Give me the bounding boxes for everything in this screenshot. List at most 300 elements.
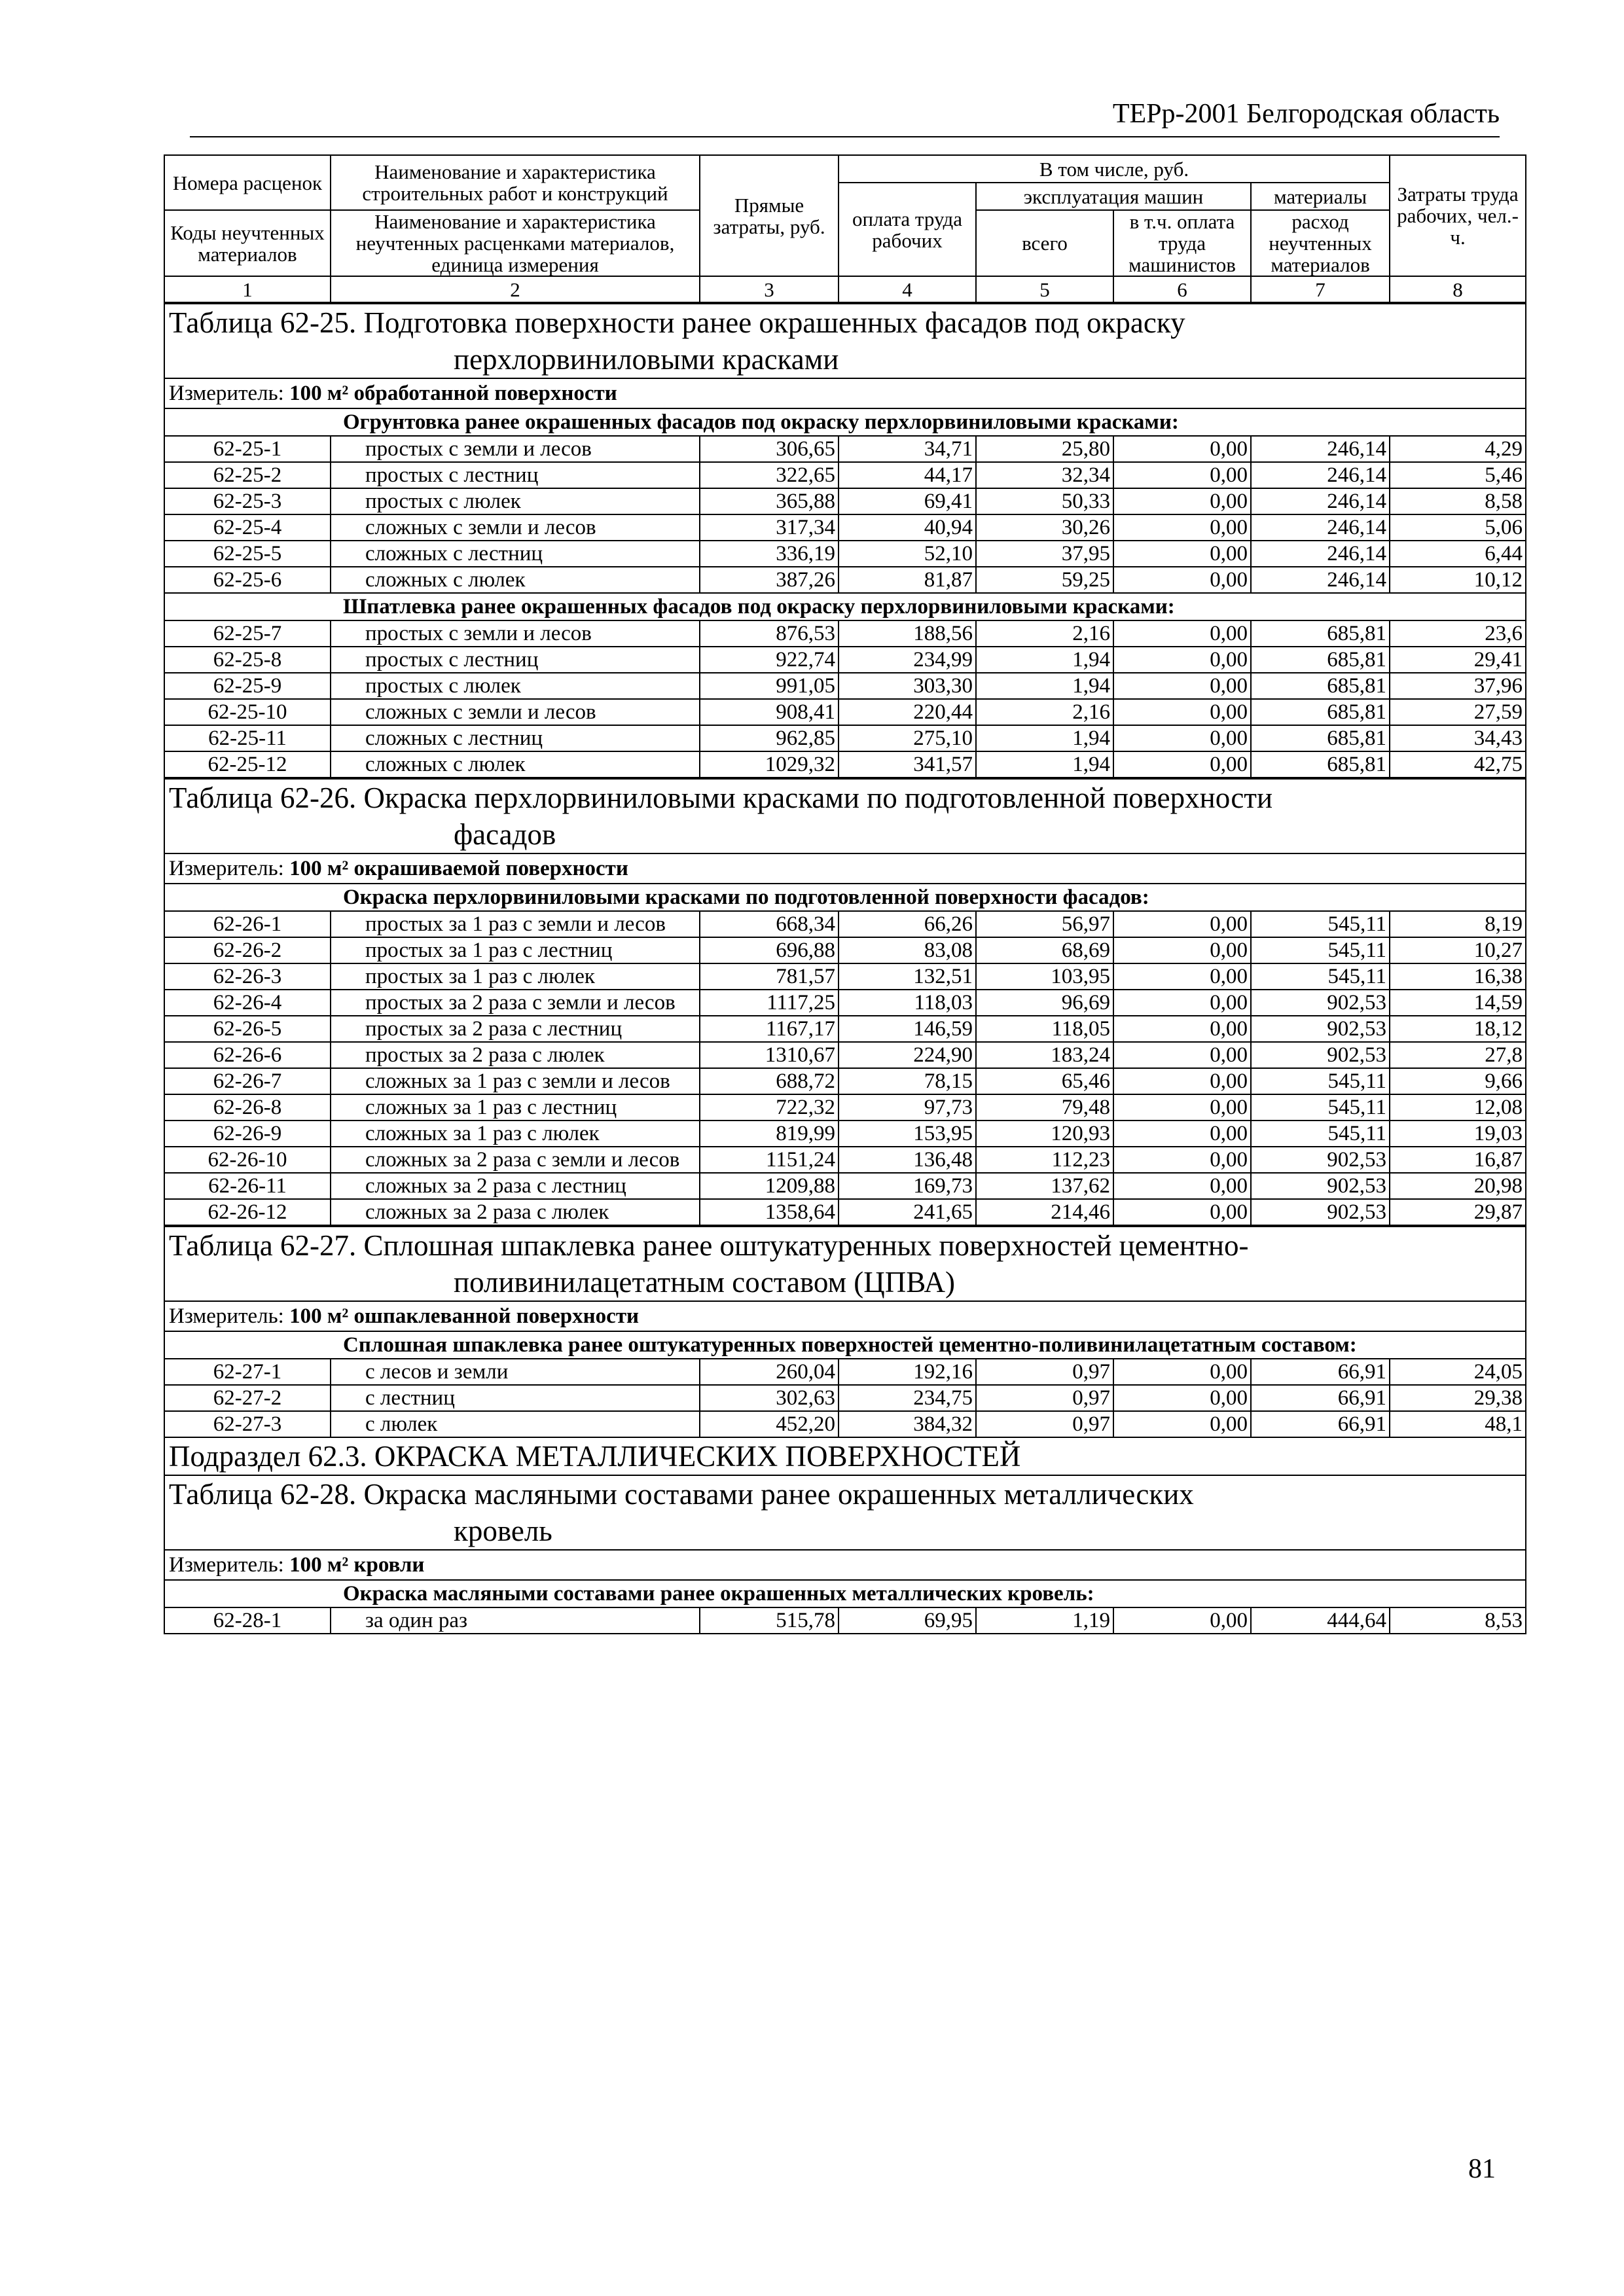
col-header-work-name: Наименование и характеристика строительных работ и конструкций: [331, 155, 700, 210]
value-c8: 12,08: [1390, 1094, 1526, 1121]
rate-code: 62-26-7: [164, 1068, 331, 1094]
value-c5: 32,34: [976, 462, 1113, 488]
rate-code: 62-26-2: [164, 937, 331, 963]
value-c8: 9,66: [1390, 1068, 1526, 1094]
work-name: с лесов и земли: [331, 1359, 700, 1385]
value-c5: 103,95: [976, 963, 1113, 990]
value-c3: 819,99: [700, 1121, 839, 1147]
col-number: 3: [700, 276, 839, 302]
work-name: простых с люлек: [331, 673, 700, 699]
value-c3: 1358,64: [700, 1199, 839, 1225]
value-c8: 37,96: [1390, 673, 1526, 699]
value-c8: 14,59: [1390, 990, 1526, 1016]
col-header-machines: эксплуатация машин: [976, 183, 1251, 210]
value-c5: 0,97: [976, 1359, 1113, 1385]
value-c7: 246,14: [1251, 514, 1390, 541]
measure-row: [164, 1550, 1526, 1580]
work-name: сложных с лестниц: [331, 725, 700, 751]
work-name: простых с земли и лесов: [331, 436, 700, 462]
table-row: [164, 567, 1526, 593]
value-c4: 83,08: [839, 937, 976, 963]
table-row: [164, 1147, 1526, 1173]
table-title-row: [164, 1227, 1526, 1301]
table-row: [164, 1199, 1526, 1225]
rates-table: [164, 154, 1526, 1634]
group-header-row: [164, 884, 1526, 911]
value-c3: 688,72: [700, 1068, 839, 1094]
value-c3: 302,63: [700, 1385, 839, 1411]
table-row: [164, 911, 1526, 937]
value-c5: 25,80: [976, 436, 1113, 462]
value-c7: 246,14: [1251, 436, 1390, 462]
value-c6: 0,00: [1113, 436, 1251, 462]
value-c6: 0,00: [1113, 1359, 1251, 1385]
value-c6: 0,00: [1113, 647, 1251, 673]
table-row: [164, 1042, 1526, 1068]
value-c6: 0,00: [1113, 488, 1251, 514]
table-title-line1: Таблица 62-27. Сплошная шпаклевка ранее оштукатуренных поверхностей цементно-: [169, 1229, 1249, 1262]
table-row: [164, 1607, 1526, 1634]
measure-row: [164, 378, 1526, 408]
value-c7: 66,91: [1251, 1385, 1390, 1411]
value-c4: 69,95: [839, 1607, 976, 1634]
col-header-workers-pay: оплата труда рабочих: [839, 183, 976, 276]
work-name: сложных за 2 раза с люлек: [331, 1199, 700, 1225]
group-title: Сплошная шпаклевка ранее оштукатуренных поверхностей цементно-поливинилацетатным составом:: [164, 1331, 1526, 1359]
measure-row: [164, 1301, 1526, 1331]
value-c5: 56,97: [976, 911, 1113, 937]
value-c8: 24,05: [1390, 1359, 1526, 1385]
rate-code: 62-25-2: [164, 462, 331, 488]
table-row: [164, 1173, 1526, 1199]
value-c8: 27,8: [1390, 1042, 1526, 1068]
rate-code: 62-26-4: [164, 990, 331, 1016]
value-c6: 0,00: [1113, 1121, 1251, 1147]
work-name: с люлек: [331, 1411, 700, 1437]
group-header-row: [164, 1580, 1526, 1607]
value-c3: 922,74: [700, 647, 839, 673]
value-c3: 781,57: [700, 963, 839, 990]
value-c6: 0,00: [1113, 1068, 1251, 1094]
value-c6: 0,00: [1113, 1147, 1251, 1173]
work-name: простых за 1 раз с лестниц: [331, 937, 700, 963]
col-number: 6: [1113, 276, 1251, 302]
value-c5: 214,46: [976, 1199, 1113, 1225]
rate-code: 62-26-10: [164, 1147, 331, 1173]
value-c8: 42,75: [1390, 751, 1526, 778]
measure-label: Измеритель:: [169, 857, 284, 880]
value-c5: 1,19: [976, 1607, 1113, 1634]
value-c4: 132,51: [839, 963, 976, 990]
value-c7: 685,81: [1251, 751, 1390, 778]
value-c7: 246,14: [1251, 541, 1390, 567]
work-name: сложных с люлек: [331, 567, 700, 593]
work-name: сложных с лестниц: [331, 541, 700, 567]
col-header-labor: Затраты труда рабочих, чел.-ч.: [1390, 155, 1526, 276]
rate-code: 62-26-9: [164, 1121, 331, 1147]
table-title-line2: поливинилацетатным составом (ЦПВА): [454, 1266, 955, 1299]
rate-code: 62-25-5: [164, 541, 331, 567]
value-c5: 59,25: [976, 567, 1113, 593]
work-name: простых за 1 раз с земли и лесов: [331, 911, 700, 937]
value-c5: 96,69: [976, 990, 1113, 1016]
running-header: ТЕРр-2001 Белгородская область: [190, 98, 1500, 137]
col-header-direct-costs: Прямые затраты, руб.: [700, 155, 839, 276]
value-c4: 34,71: [839, 436, 976, 462]
work-name: сложных с земли и лесов: [331, 699, 700, 725]
group-header-row: [164, 408, 1526, 436]
value-c7: 902,53: [1251, 1042, 1390, 1068]
value-c8: 16,38: [1390, 963, 1526, 990]
rate-code: 62-27-3: [164, 1411, 331, 1437]
value-c4: 275,10: [839, 725, 976, 751]
value-c8: 34,43: [1390, 725, 1526, 751]
value-c6: 0,00: [1113, 725, 1251, 751]
table-row: [164, 1385, 1526, 1411]
value-c5: 137,62: [976, 1173, 1113, 1199]
value-c6: 0,00: [1113, 1173, 1251, 1199]
value-c3: 1151,24: [700, 1147, 839, 1173]
value-c4: 97,73: [839, 1094, 976, 1121]
col-number: 4: [839, 276, 976, 302]
rate-code: 62-25-8: [164, 647, 331, 673]
table-row: [164, 751, 1526, 778]
value-c3: 962,85: [700, 725, 839, 751]
table-row: [164, 462, 1526, 488]
table-row: [164, 699, 1526, 725]
value-c4: 384,32: [839, 1411, 976, 1437]
value-c5: 183,24: [976, 1042, 1113, 1068]
table-row: [164, 488, 1526, 514]
value-c4: 303,30: [839, 673, 976, 699]
measure-label: Измеритель:: [169, 382, 284, 405]
value-c5: 50,33: [976, 488, 1113, 514]
table-row: [164, 620, 1526, 647]
value-c6: 0,00: [1113, 567, 1251, 593]
work-name: простых с люлек: [331, 488, 700, 514]
value-c4: 192,16: [839, 1359, 976, 1385]
table-title-row: [164, 779, 1526, 853]
value-c3: 991,05: [700, 673, 839, 699]
rate-code: 62-26-1: [164, 911, 331, 937]
value-c5: 2,16: [976, 699, 1113, 725]
value-c4: 188,56: [839, 620, 976, 647]
value-c5: 1,94: [976, 673, 1113, 699]
table-title: [164, 779, 1526, 853]
col-number: 5: [976, 276, 1113, 302]
value-c8: 19,03: [1390, 1121, 1526, 1147]
value-c7: 902,53: [1251, 1199, 1390, 1225]
value-c4: 52,10: [839, 541, 976, 567]
rate-code: 62-25-4: [164, 514, 331, 541]
table-title-line2: кровель: [454, 1515, 552, 1547]
value-c7: 902,53: [1251, 1147, 1390, 1173]
value-c8: 6,44: [1390, 541, 1526, 567]
value-c7: 545,11: [1251, 963, 1390, 990]
measure: [164, 1550, 1526, 1580]
value-c7: 902,53: [1251, 990, 1390, 1016]
work-name: сложных с земли и лесов: [331, 514, 700, 541]
col-header-material-codes: Коды неучтенных материалов: [164, 210, 331, 276]
work-name: простых за 2 раза с земли и лесов: [331, 990, 700, 1016]
value-c5: 120,93: [976, 1121, 1113, 1147]
value-c4: 234,75: [839, 1385, 976, 1411]
col-header-materials: материалы: [1251, 183, 1390, 210]
rate-code: 62-25-12: [164, 751, 331, 778]
rate-code: 62-28-1: [164, 1607, 331, 1634]
measure-value: 100 м² кровли: [289, 1553, 425, 1577]
rate-code: 62-25-6: [164, 567, 331, 593]
table-row: [164, 1411, 1526, 1437]
group-title: Шпатлевка ранее окрашенных фасадов под окраску перхлорвиниловыми красками:: [164, 593, 1526, 620]
value-c6: 0,00: [1113, 1199, 1251, 1225]
work-name: с лестниц: [331, 1385, 700, 1411]
value-c5: 0,97: [976, 1385, 1113, 1411]
table-row: [164, 1121, 1526, 1147]
table-title: [164, 1475, 1526, 1550]
value-c6: 0,00: [1113, 1016, 1251, 1042]
value-c6: 0,00: [1113, 620, 1251, 647]
value-c7: 545,11: [1251, 937, 1390, 963]
value-c5: 0,97: [976, 1411, 1113, 1437]
value-c7: 246,14: [1251, 488, 1390, 514]
value-c7: 902,53: [1251, 1173, 1390, 1199]
value-c3: 1029,32: [700, 751, 839, 778]
work-name: простых с лестниц: [331, 647, 700, 673]
rate-code: 62-25-9: [164, 673, 331, 699]
rate-code: 62-26-12: [164, 1199, 331, 1225]
value-c4: 169,73: [839, 1173, 976, 1199]
value-c4: 136,48: [839, 1147, 976, 1173]
value-c6: 0,00: [1113, 1607, 1251, 1634]
measure-row: [164, 853, 1526, 884]
value-c8: 27,59: [1390, 699, 1526, 725]
value-c5: 79,48: [976, 1094, 1113, 1121]
table-row: [164, 647, 1526, 673]
work-name: сложных с люлек: [331, 751, 700, 778]
value-c5: 37,95: [976, 541, 1113, 567]
table-row: [164, 436, 1526, 462]
table-title-row: [164, 304, 1526, 378]
value-c4: 224,90: [839, 1042, 976, 1068]
work-name: сложных за 1 раз с земли и лесов: [331, 1068, 700, 1094]
value-c7: 902,53: [1251, 1016, 1390, 1042]
measure-value: 100 м² обработанной поверхности: [289, 382, 617, 405]
table-row: [164, 963, 1526, 990]
col-header-including: В том числе, руб.: [839, 155, 1390, 183]
value-c3: 696,88: [700, 937, 839, 963]
value-c4: 69,41: [839, 488, 976, 514]
table-header: [164, 155, 1526, 302]
table-row: [164, 1094, 1526, 1121]
rate-code: 62-26-6: [164, 1042, 331, 1068]
value-c7: 685,81: [1251, 673, 1390, 699]
value-c8: 8,58: [1390, 488, 1526, 514]
work-name: сложных за 1 раз с лестниц: [331, 1094, 700, 1121]
value-c6: 0,00: [1113, 699, 1251, 725]
col-number: 7: [1251, 276, 1390, 302]
col-header-unaccounted-materials: расход неучтенных материалов: [1251, 210, 1390, 276]
rate-code: 62-25-10: [164, 699, 331, 725]
work-name: за один раз: [331, 1607, 700, 1634]
value-c4: 44,17: [839, 462, 976, 488]
value-c7: 66,91: [1251, 1411, 1390, 1437]
value-c6: 0,00: [1113, 673, 1251, 699]
table-title: [164, 304, 1526, 378]
group-title: Окраска масляными составами ранее окрашенных металлических кровель:: [164, 1580, 1526, 1607]
rate-code: 62-25-1: [164, 436, 331, 462]
value-c3: 322,65: [700, 462, 839, 488]
value-c8: 5,06: [1390, 514, 1526, 541]
measure: [164, 853, 1526, 884]
value-c6: 0,00: [1113, 1042, 1251, 1068]
group-header-row: [164, 1331, 1526, 1359]
value-c8: 5,46: [1390, 462, 1526, 488]
rate-code: 62-26-11: [164, 1173, 331, 1199]
value-c8: 29,87: [1390, 1199, 1526, 1225]
value-c5: 65,46: [976, 1068, 1113, 1094]
rate-code: 62-25-3: [164, 488, 331, 514]
value-c8: 18,12: [1390, 1016, 1526, 1042]
value-c6: 0,00: [1113, 1411, 1251, 1437]
value-c4: 81,87: [839, 567, 976, 593]
value-c4: 146,59: [839, 1016, 976, 1042]
value-c6: 0,00: [1113, 937, 1251, 963]
value-c6: 0,00: [1113, 541, 1251, 567]
value-c4: 40,94: [839, 514, 976, 541]
value-c4: 241,65: [839, 1199, 976, 1225]
rate-code: 62-27-2: [164, 1385, 331, 1411]
value-c6: 0,00: [1113, 1385, 1251, 1411]
work-name: сложных за 1 раз с люлек: [331, 1121, 700, 1147]
col-header-rate-numbers: Номера расценок: [164, 155, 331, 210]
rate-code: 62-26-5: [164, 1016, 331, 1042]
col-number: 8: [1390, 276, 1526, 302]
value-c4: 118,03: [839, 990, 976, 1016]
rate-code: 62-26-3: [164, 963, 331, 990]
value-c8: 23,6: [1390, 620, 1526, 647]
value-c3: 317,34: [700, 514, 839, 541]
table-row: [164, 937, 1526, 963]
measure: [164, 378, 1526, 408]
group-title: Окраска перхлорвиниловыми красками по подготовленной поверхности фасадов:: [164, 884, 1526, 911]
value-c3: 876,53: [700, 620, 839, 647]
value-c4: 234,99: [839, 647, 976, 673]
value-c8: 16,87: [1390, 1147, 1526, 1173]
subsection-row: [164, 1437, 1526, 1475]
value-c7: 685,81: [1251, 699, 1390, 725]
table-row: [164, 673, 1526, 699]
group-header-row: [164, 593, 1526, 620]
value-c3: 668,34: [700, 911, 839, 937]
value-c7: 545,11: [1251, 1068, 1390, 1094]
table-row: [164, 514, 1526, 541]
value-c8: 8,53: [1390, 1607, 1526, 1634]
value-c3: 387,26: [700, 567, 839, 593]
value-c8: 10,27: [1390, 937, 1526, 963]
table-row: [164, 541, 1526, 567]
group-title: Огрунтовка ранее окрашенных фасадов под окраску перхлорвиниловыми красками:: [164, 408, 1526, 436]
work-name: сложных за 2 раза с лестниц: [331, 1173, 700, 1199]
value-c8: 29,41: [1390, 647, 1526, 673]
measure-label: Измеритель:: [169, 1553, 284, 1577]
col-header-machinists-pay: в т.ч. оплата труда машинистов: [1113, 210, 1251, 276]
value-c4: 78,15: [839, 1068, 976, 1094]
value-c7: 685,81: [1251, 725, 1390, 751]
page-number: 81: [1468, 2154, 1496, 2184]
value-c6: 0,00: [1113, 462, 1251, 488]
measure-label: Измеритель:: [169, 1304, 284, 1328]
table-title-line2: фасадов: [454, 818, 556, 851]
value-c7: 246,14: [1251, 567, 1390, 593]
col-header-material-name: Наименование и характеристика неучтенных расценками материалов, единица измерения: [331, 210, 700, 276]
value-c3: 306,65: [700, 436, 839, 462]
value-c8: 20,98: [1390, 1173, 1526, 1199]
measure-value: 100 м² окрашиваемой поверхности: [289, 857, 628, 880]
value-c5: 2,16: [976, 620, 1113, 647]
value-c7: 685,81: [1251, 620, 1390, 647]
value-c4: 341,57: [839, 751, 976, 778]
value-c3: 365,88: [700, 488, 839, 514]
work-name: сложных за 2 раза с земли и лесов: [331, 1147, 700, 1173]
table-row: [164, 1016, 1526, 1042]
work-name: простых за 2 раза с лестниц: [331, 1016, 700, 1042]
value-c8: 48,1: [1390, 1411, 1526, 1437]
work-name: простых за 2 раза с люлек: [331, 1042, 700, 1068]
value-c6: 0,00: [1113, 911, 1251, 937]
value-c7: 685,81: [1251, 647, 1390, 673]
rate-code: 62-25-11: [164, 725, 331, 751]
col-number: 2: [331, 276, 700, 302]
value-c6: 0,00: [1113, 990, 1251, 1016]
value-c3: 1310,67: [700, 1042, 839, 1068]
value-c3: 1117,25: [700, 990, 839, 1016]
table-title-line1: Таблица 62-26. Окраска перхлорвиниловыми красками по подготовленной поверхности: [169, 781, 1273, 814]
rate-code: 62-25-7: [164, 620, 331, 647]
value-c3: 722,32: [700, 1094, 839, 1121]
value-c5: 68,69: [976, 937, 1113, 963]
value-c6: 0,00: [1113, 1094, 1251, 1121]
value-c7: 444,64: [1251, 1607, 1390, 1634]
value-c4: 153,95: [839, 1121, 976, 1147]
value-c6: 0,00: [1113, 751, 1251, 778]
value-c3: 515,78: [700, 1607, 839, 1634]
table-row: [164, 725, 1526, 751]
table-row: [164, 1359, 1526, 1385]
value-c8: 29,38: [1390, 1385, 1526, 1411]
value-c6: 0,00: [1113, 963, 1251, 990]
value-c4: 220,44: [839, 699, 976, 725]
work-name: простых за 1 раз с люлек: [331, 963, 700, 990]
table-row: [164, 1068, 1526, 1094]
value-c3: 452,20: [700, 1411, 839, 1437]
value-c3: 336,19: [700, 541, 839, 567]
value-c3: 1167,17: [700, 1016, 839, 1042]
value-c3: 908,41: [700, 699, 839, 725]
value-c8: 10,12: [1390, 567, 1526, 593]
measure: [164, 1301, 1526, 1331]
rate-code: 62-26-8: [164, 1094, 331, 1121]
table-title-line1: Таблица 62-25. Подготовка поверхности ранее окрашенных фасадов под окраску: [169, 306, 1185, 339]
work-name: простых с земли и лесов: [331, 620, 700, 647]
col-header-machines-total: всего: [976, 210, 1113, 276]
value-c3: 1209,88: [700, 1173, 839, 1199]
value-c7: 246,14: [1251, 462, 1390, 488]
measure-value: 100 м² ошпаклеванной поверхности: [289, 1304, 640, 1328]
value-c8: 4,29: [1390, 436, 1526, 462]
table-title-row: [164, 1475, 1526, 1550]
value-c5: 1,94: [976, 647, 1113, 673]
